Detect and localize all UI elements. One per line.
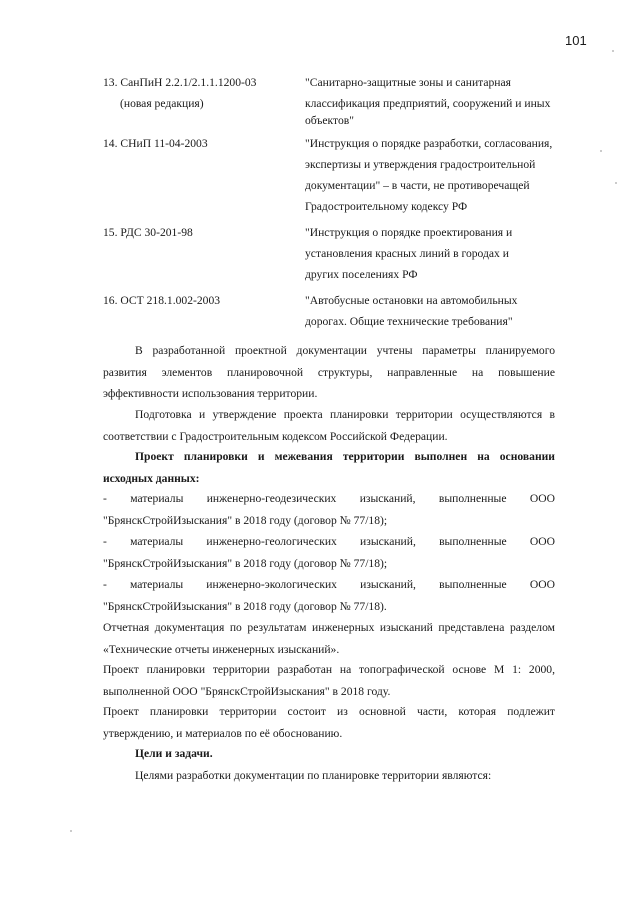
reference-code: 14. СНиП 11-04-2003 bbox=[103, 137, 208, 150]
scan-artifact bbox=[600, 150, 602, 152]
reference-description: "Санитарно-защитные зоны и санитарная классификация предприятий, сооружений и иных объектов" bbox=[305, 76, 551, 127]
paragraph-survey-reports: Отчетная документация по результатам инженерных изысканий представлена разделом «Технические отчеты инженерных изысканий». bbox=[103, 621, 555, 656]
reference-code: 15. РДС 30-201-98 bbox=[103, 226, 193, 239]
list-item: - материалы инженерно-экологических изысканий, выполненные ООО "БрянскСтройИзыскания" в 2018 году (договор № 77/18). bbox=[103, 578, 555, 613]
paragraph-approval: Подготовка и утверждение проекта планировки территории осуществляются в соответствии с Градостроительным кодексом Российской Федерации. bbox=[103, 408, 555, 443]
list-item: - материалы инженерно-геодезических изысканий, выполненные ООО "БрянскСтройИзыскания" в 2018 году (договор № 77/18); bbox=[103, 492, 555, 527]
paragraph-parameters: В разработанной проектной документации учтены параметры планируемого развития элементов планировочной структуры, направленные на повышение эффективности использования территории. bbox=[103, 344, 555, 400]
paragraph-source-data-heading: Проект планировки и межевания территории выполнен на основании исходных данных: bbox=[103, 450, 555, 485]
reference-code: 13. СанПиН 2.2.1/2.1.1.1200-03 (новая редакция) bbox=[103, 72, 303, 114]
reference-description: "Инструкция о порядке разработки, согласования, экспертизы и утверждения градостроительной документации" – в части, не противоречащей Градостроительному кодексу РФ bbox=[305, 137, 553, 213]
scan-artifact bbox=[612, 50, 614, 52]
reference-description: "Инструкция о порядке проектирования и установления красных линий в городах и других поселениях РФ bbox=[305, 226, 513, 281]
scan-artifact bbox=[70, 830, 72, 832]
reference-description: "Автобусные остановки на автомобильных дорогах. Общие технические требования" bbox=[305, 294, 518, 328]
reference-code: 16. ОСТ 218.1.002-2003 bbox=[103, 294, 221, 307]
paragraph-goals-intro: Целями разработки документации по планировке территории являются: bbox=[135, 769, 492, 782]
section-heading-goals: Цели и задачи. bbox=[135, 747, 213, 760]
paragraph-topographic-basis: Проект планировки территории разработан на топографической основе М 1: 2000, выполненной ООО "БрянскСтройИзыскания" в 2018 году. bbox=[103, 663, 555, 698]
page-number: 101 bbox=[565, 33, 587, 48]
reference-code-note: (новая редакция) bbox=[120, 97, 204, 110]
list-item: - материалы инженерно-геологических изысканий, выполненные ООО "БрянскСтройИзыскания" в 2018 году (договор № 77/18); bbox=[103, 535, 555, 570]
paragraph-project-composition: Проект планировки территории состоит из основной части, которая подлежит утверждению, и материалов по её обоснованию. bbox=[103, 705, 555, 740]
scan-artifact bbox=[615, 182, 617, 184]
